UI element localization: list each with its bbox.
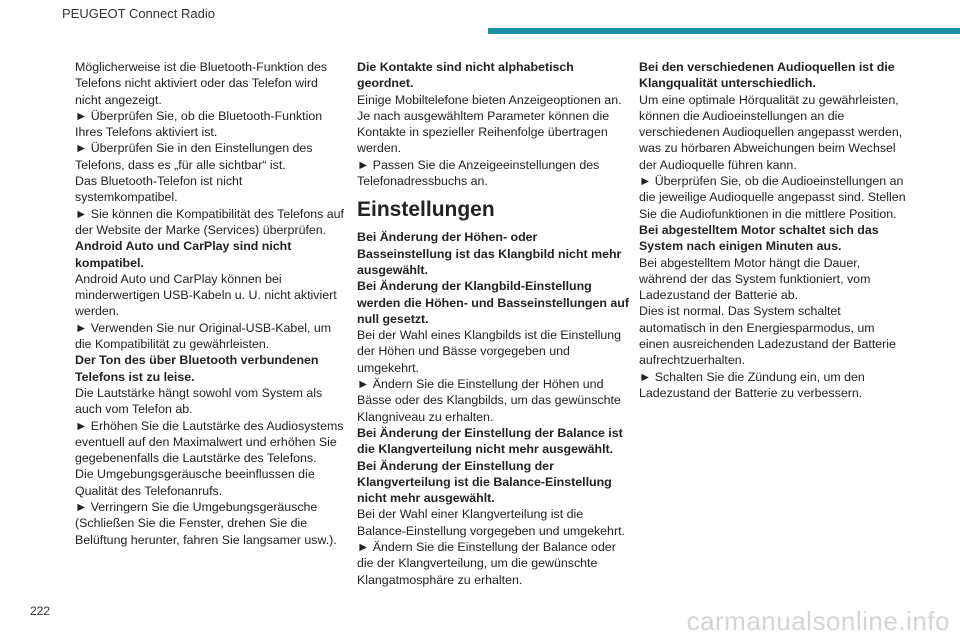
bold-paragraph: Bei Änderung der Klangbild-Einstellung werden die Höhen- und Basseinstellungen auf null gesetzt.: [357, 279, 629, 326]
column-2-body: [357, 229, 629, 588]
paragraph: Das Bluetooth-Telefon ist nicht systemkompatibel.: [75, 174, 243, 205]
paragraph: Die Lautstärke hängt sowohl vom System als auch vom Telefon ab.: [75, 385, 323, 417]
paragraph: ► Verringern Sie die Umgebungsgeräusche (Schließen Sie die Fenster, drehen Sie die Belüftung herunter, fahren Sie langsamer usw.).: [75, 500, 337, 547]
bold-paragraph: Der Ton des über Bluetooth verbundenen Telefons ist zu leise.: [75, 353, 319, 384]
paragraph: ► Überprüfen Sie, ob die Audioeinstellungen an die jeweilige Audioquelle angepasst sind. Stellen Sie die Audiofunktionen in die mittlere Position.: [639, 174, 906, 221]
paragraph: Die Umgebungsgeräusche beeinflussen die Qualität des Telefonanrufs.: [75, 467, 315, 498]
paragraph: ► Passen Sie die Anzeigeeinstellungen des Telefonadressbuchs an.: [357, 157, 600, 189]
header-accent-bar: [488, 28, 960, 34]
page-number: 222: [30, 604, 51, 618]
bold-paragraph: Bei abgestelltem Motor schaltet sich das System nach einigen Minuten aus.: [639, 222, 879, 254]
paragraph: Bei abgestelltem Motor hängt die Dauer, während der das System funktioniert, vom Ladezustand der Batterie ab.: [639, 255, 871, 303]
paragraph: Android Auto und CarPlay können bei minderwertigen USB-Kabeln u. U. nicht aktiviert werden.: [75, 271, 337, 319]
column-3: [639, 59, 907, 401]
paragraph: ► Schalten Sie die Zündung ein, um den Ladezustand der Batterie zu verbessern.: [639, 369, 865, 400]
paragraph: Dies ist normal. Das System schaltet automatisch in den Energiesparmodus, um einen ausreichenden Ladezustand der Batterie aufrechtzuerhalten.: [639, 304, 896, 368]
header-title: PEUGEOT Connect Radio: [62, 6, 215, 21]
bold-paragraph: Bei den verschiedenen Audioquellen ist die Klangqualität unterschiedlich.: [639, 60, 895, 91]
bold-paragraph: Bei Änderung der Einstellung der Klangverteilung ist die Balance-Einstellung nicht mehr ausgewählt.: [357, 458, 612, 506]
paragraph: ► Ändern Sie die Einstellung der Höhen und Bässe oder des Klangbilds, um das gewünschte Klangniveau zu erhalten.: [357, 377, 621, 424]
paragraph: Bei der Wahl eines Klangbilds ist die Einstellung der Höhen und Bässe vorgegeben und umgekehrt.: [357, 328, 622, 375]
paragraph: Möglicherweise ist die Bluetooth-Funktion des Telefons nicht aktiviert oder das Telefon wird nicht angezeigt.: [75, 60, 328, 107]
paragraph: Einige Mobiltelefone bieten Anzeigeoptionen an. Je nach ausgewähltem Parameter können die Kontakte in spezieller Reihenfolge übertragen werden.: [357, 92, 622, 156]
bold-paragraph: Bei Änderung der Höhen- oder Basseinstellung ist das Klangbild nicht mehr ausgewählt.: [357, 230, 622, 277]
paragraph: Um eine optimale Hörqualität zu gewährleisten, können die Audioeinstellungen an die verschiedenen Audioquellen angepasst werden, was zu hörbaren Abweichungen beim Wechsel der Audioquelle führen kann.: [639, 92, 903, 172]
bold-paragraph: Bei Änderung der Einstellung der Balance ist die Klangverteilung nicht mehr ausgewählt.: [357, 425, 623, 457]
paragraph: ► Überprüfen Sie, ob die Bluetooth-Funktion Ihres Telefons aktiviert ist.: [75, 108, 323, 140]
bold-paragraph: Android Auto und CarPlay sind nicht kompatibel.: [75, 239, 292, 270]
paragraph: ► Erhöhen Sie die Lautstärke des Audiosystems eventuell auf den Maximalwert und erhöhen Sie gegebenenfalls die Lautstärke des Telefons.: [75, 418, 344, 466]
column-2-intro: [357, 59, 629, 189]
paragraph: Bei der Wahl einer Klangverteilung ist die Balance-Einstellung vorgegeben und umgekehrt.: [357, 507, 625, 538]
column-2: [357, 59, 629, 588]
bold-paragraph: Die Kontakte sind nicht alphabetisch geordnet.: [357, 60, 574, 91]
paragraph: ► Ändern Sie die Einstellung der Balance oder die der Klangverteilung, um die gewünschte Klangatmosphäre zu erhalten.: [357, 540, 616, 587]
watermark: carmanualsonline.info: [686, 606, 950, 636]
paragraph: ► Verwenden Sie nur Original-USB-Kabel, um die Kompatibilität zu gewährleisten.: [75, 320, 332, 352]
section-heading-einstellungen: Einstellungen: [357, 198, 495, 222]
column-1: [75, 59, 347, 548]
paragraph: ► Überprüfen Sie in den Einstellungen des Telefons, dass es „für alle sichtbar“ ist.: [75, 141, 313, 172]
paragraph: ► Sie können die Kompatibilität des Telefons auf der Website der Marke (Services) überprüfen.: [75, 206, 344, 237]
